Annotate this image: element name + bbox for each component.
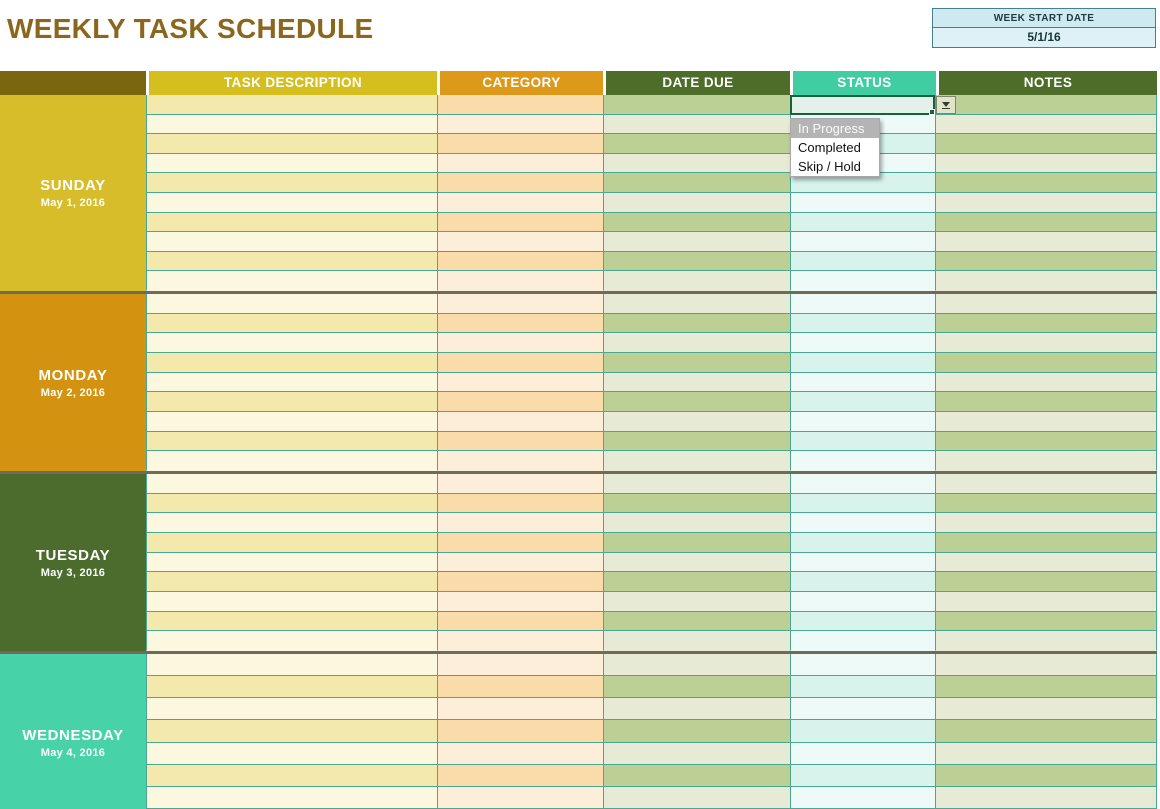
- column-header-date-due[interactable]: DATE DUE: [606, 71, 790, 95]
- table-row: [146, 193, 1157, 213]
- table-row: [146, 698, 1157, 720]
- table-row: [146, 115, 1157, 135]
- cell-task-description[interactable]: [146, 193, 437, 213]
- cell-status[interactable]: [790, 743, 935, 765]
- table-row: [146, 412, 1157, 432]
- table-row: [146, 232, 1157, 252]
- cell-notes[interactable]: [935, 294, 1157, 314]
- cell-category[interactable]: [437, 373, 603, 393]
- week-start-date-value[interactable]: 5/1/16: [933, 28, 1155, 47]
- day-rows: [146, 474, 1157, 651]
- table-row: [146, 592, 1157, 612]
- cell-category[interactable]: [437, 134, 603, 154]
- cell-notes[interactable]: [935, 631, 1157, 651]
- cell-date-due[interactable]: [603, 134, 790, 154]
- day-rows: [146, 654, 1157, 809]
- cell-notes[interactable]: [935, 494, 1157, 514]
- day-column-header-cell[interactable]: [0, 71, 146, 95]
- filter-dropdown-arrow-icon: [942, 102, 950, 107]
- cell-date-due[interactable]: [603, 698, 790, 720]
- cell-date-due[interactable]: [603, 612, 790, 632]
- cell-task-description[interactable]: [146, 654, 437, 676]
- cell-category[interactable]: [437, 213, 603, 233]
- day-date: May 3, 2016: [40, 566, 106, 579]
- cell-notes[interactable]: [935, 787, 1157, 809]
- status-dropdown-menu: [790, 118, 880, 177]
- cell-notes[interactable]: [935, 314, 1157, 334]
- cell-notes[interactable]: [935, 271, 1157, 291]
- table-row: [146, 765, 1157, 787]
- day-date: May 2, 2016: [40, 386, 106, 399]
- table-row: [146, 631, 1157, 651]
- cell-task-description[interactable]: [146, 314, 437, 334]
- cell-notes[interactable]: [935, 95, 1157, 115]
- day-name: TUESDAY: [35, 546, 111, 564]
- day-name: SUNDAY: [40, 177, 106, 194]
- table-row: [146, 494, 1157, 514]
- cell-notes[interactable]: [935, 154, 1157, 174]
- cell-date-due[interactable]: [603, 213, 790, 233]
- cell-notes[interactable]: [935, 572, 1157, 592]
- cell-task-description[interactable]: [146, 392, 437, 412]
- cell-date-due[interactable]: [603, 513, 790, 533]
- cell-category[interactable]: [437, 698, 603, 720]
- cell-category[interactable]: [437, 474, 603, 494]
- cell-category[interactable]: [437, 743, 603, 765]
- day-section-tuesday: [0, 471, 1157, 651]
- filter-dropdown-arrow-icon: [942, 108, 950, 109]
- table-row: [146, 353, 1157, 373]
- cell-notes[interactable]: [935, 412, 1157, 432]
- cell-task-description[interactable]: [146, 743, 437, 765]
- cell-notes[interactable]: [935, 451, 1157, 471]
- table-row: [146, 373, 1157, 393]
- dropdown-option-completed[interactable]: Completed: [798, 140, 861, 155]
- table-row: [146, 252, 1157, 272]
- table-row: [146, 173, 1157, 193]
- day-rows: [146, 95, 1157, 291]
- cell-task-description[interactable]: [146, 154, 437, 174]
- cell-category[interactable]: [437, 787, 603, 809]
- cell-task-description[interactable]: [146, 698, 437, 720]
- cell-category[interactable]: [437, 720, 603, 742]
- week-start-date-box: [932, 8, 1156, 48]
- cell-task-description[interactable]: [146, 474, 437, 494]
- cell-status[interactable]: [790, 314, 935, 334]
- cell-status[interactable]: [790, 451, 935, 471]
- cell-date-due[interactable]: [603, 115, 790, 135]
- cell-status[interactable]: [790, 333, 935, 353]
- cell-task-description[interactable]: [146, 572, 437, 592]
- cell-task-description[interactable]: [146, 676, 437, 698]
- cell-notes[interactable]: [935, 513, 1157, 533]
- cell-category[interactable]: [437, 765, 603, 787]
- cell-status[interactable]: [790, 720, 935, 742]
- cell-notes[interactable]: [935, 373, 1157, 393]
- day-label-tuesday[interactable]: [0, 474, 146, 651]
- page-title: WEEKLY TASK SCHEDULE: [7, 13, 374, 44]
- table-body: [0, 95, 1157, 809]
- week-start-date-label: WEEK START DATE: [933, 9, 1155, 28]
- cell-date-due[interactable]: [603, 765, 790, 787]
- cell-date-due[interactable]: [603, 451, 790, 471]
- cell-date-due[interactable]: [603, 533, 790, 553]
- cell-notes[interactable]: [935, 553, 1157, 573]
- cell-status[interactable]: [790, 553, 935, 573]
- cell-notes[interactable]: [935, 252, 1157, 272]
- cell-notes[interactable]: [935, 173, 1157, 193]
- table-row: [146, 654, 1157, 676]
- cell-category[interactable]: [437, 314, 603, 334]
- cell-category[interactable]: [437, 392, 603, 412]
- cell-date-due[interactable]: [603, 252, 790, 272]
- cell-date-due[interactable]: [603, 494, 790, 514]
- dropdown-option-skip-hold[interactable]: Skip / Hold: [798, 159, 861, 174]
- cell-category[interactable]: [437, 271, 603, 291]
- day-label-wednesday[interactable]: [0, 654, 146, 809]
- cell-task-description[interactable]: [146, 451, 437, 471]
- cell-task-description[interactable]: [146, 213, 437, 233]
- cell-status[interactable]: [790, 612, 935, 632]
- cell-notes[interactable]: [935, 193, 1157, 213]
- cell-notes[interactable]: [935, 432, 1157, 452]
- cell-status[interactable]: [790, 392, 935, 412]
- cell-status[interactable]: [790, 676, 935, 698]
- cell-notes[interactable]: [935, 232, 1157, 252]
- cell-status[interactable]: [790, 698, 935, 720]
- cell-task-description[interactable]: [146, 353, 437, 373]
- table-row: [146, 95, 1157, 115]
- cell-category[interactable]: [437, 432, 603, 452]
- cell-date-due[interactable]: [603, 271, 790, 291]
- cell-notes[interactable]: [935, 743, 1157, 765]
- cell-category[interactable]: [437, 173, 603, 193]
- day-section-sunday: [0, 95, 1157, 291]
- cell-task-description[interactable]: [146, 533, 437, 553]
- cell-status[interactable]: [790, 213, 935, 233]
- cell-status[interactable]: [790, 654, 935, 676]
- cell-status[interactable]: [790, 765, 935, 787]
- table-row: [146, 314, 1157, 334]
- cell-status[interactable]: [790, 572, 935, 592]
- cell-category[interactable]: [437, 412, 603, 432]
- cell-task-description[interactable]: [146, 173, 437, 193]
- cell-date-due[interactable]: [603, 787, 790, 809]
- day-section-wednesday: [0, 651, 1157, 809]
- cell-status[interactable]: [790, 592, 935, 612]
- day-rows: [146, 294, 1157, 471]
- status-dropdown-button[interactable]: [936, 96, 956, 114]
- cell-status[interactable]: [790, 193, 935, 213]
- cell-date-due[interactable]: [603, 392, 790, 412]
- table-row: [146, 612, 1157, 632]
- cell-date-due[interactable]: [603, 720, 790, 742]
- dropdown-option-in-progress[interactable]: In Progress: [791, 119, 879, 138]
- cell-date-due[interactable]: [603, 314, 790, 334]
- cell-date-due[interactable]: [603, 193, 790, 213]
- cell-task-description[interactable]: [146, 373, 437, 393]
- cell-notes[interactable]: [935, 213, 1157, 233]
- column-header-status[interactable]: STATUS: [793, 71, 936, 95]
- table-row: [146, 513, 1157, 533]
- cell-task-description[interactable]: [146, 232, 437, 252]
- column-header-category[interactable]: CATEGORY: [440, 71, 603, 95]
- cell-notes[interactable]: [935, 474, 1157, 494]
- selected-status-cell[interactable]: [790, 95, 935, 115]
- cell-category[interactable]: [437, 193, 603, 213]
- table-row: [146, 333, 1157, 353]
- table-row: [146, 432, 1157, 452]
- cell-notes[interactable]: [935, 533, 1157, 553]
- cell-task-description[interactable]: [146, 612, 437, 632]
- cell-category[interactable]: [437, 676, 603, 698]
- cell-date-due[interactable]: [603, 654, 790, 676]
- cell-category[interactable]: [437, 154, 603, 174]
- table-row: [146, 474, 1157, 494]
- cell-task-description[interactable]: [146, 115, 437, 135]
- table-row: [146, 572, 1157, 592]
- table-row: [146, 392, 1157, 412]
- cell-date-due[interactable]: [603, 353, 790, 373]
- cell-date-due[interactable]: [603, 173, 790, 193]
- cell-task-description[interactable]: [146, 294, 437, 314]
- cell-category[interactable]: [437, 252, 603, 272]
- day-date: May 1, 2016: [40, 197, 106, 209]
- cell-category[interactable]: [437, 572, 603, 592]
- cell-notes[interactable]: [935, 333, 1157, 353]
- cell-task-description[interactable]: [146, 553, 437, 573]
- cell-task-description[interactable]: [146, 631, 437, 651]
- cell-category[interactable]: [437, 631, 603, 651]
- day-date: May 4, 2016: [40, 746, 106, 759]
- table-row: [146, 294, 1157, 314]
- cell-task-description[interactable]: [146, 412, 437, 432]
- cell-task-description[interactable]: [146, 592, 437, 612]
- cell-notes[interactable]: [935, 592, 1157, 612]
- cell-notes[interactable]: [935, 392, 1157, 412]
- cell-status[interactable]: [790, 494, 935, 514]
- table-row: [146, 451, 1157, 471]
- cell-task-description[interactable]: [146, 271, 437, 291]
- schedule-table: [0, 71, 1157, 809]
- day-label-monday[interactable]: [0, 294, 146, 471]
- cell-task-description[interactable]: [146, 95, 437, 115]
- cell-status[interactable]: [790, 373, 935, 393]
- day-name: MONDAY: [38, 366, 108, 384]
- table-row: [146, 676, 1157, 698]
- table-row: [146, 787, 1157, 809]
- cell-date-due[interactable]: [603, 572, 790, 592]
- cell-notes[interactable]: [935, 720, 1157, 742]
- cell-category[interactable]: [437, 654, 603, 676]
- cell-status[interactable]: [790, 294, 935, 314]
- cell-category[interactable]: [437, 294, 603, 314]
- cell-status[interactable]: [790, 353, 935, 373]
- cell-date-due[interactable]: [603, 154, 790, 174]
- cell-notes[interactable]: [935, 353, 1157, 373]
- cell-category[interactable]: [437, 553, 603, 573]
- cell-status[interactable]: [790, 252, 935, 272]
- cell-date-due[interactable]: [603, 333, 790, 353]
- cell-date-due[interactable]: [603, 676, 790, 698]
- cell-task-description[interactable]: [146, 765, 437, 787]
- cell-date-due[interactable]: [603, 412, 790, 432]
- cell-notes[interactable]: [935, 115, 1157, 135]
- cell-notes[interactable]: [935, 134, 1157, 154]
- cell-status[interactable]: [790, 787, 935, 809]
- table-row: [146, 720, 1157, 742]
- cell-date-due[interactable]: [603, 592, 790, 612]
- cell-notes[interactable]: [935, 654, 1157, 676]
- column-header-notes[interactable]: NOTES: [939, 71, 1157, 95]
- cell-status[interactable]: [790, 232, 935, 252]
- cell-task-description[interactable]: [146, 333, 437, 353]
- table-row: [146, 553, 1157, 573]
- cell-date-due[interactable]: [603, 232, 790, 252]
- table-row: [146, 213, 1157, 233]
- cell-category[interactable]: [437, 533, 603, 553]
- cell-category[interactable]: [437, 513, 603, 533]
- cell-date-due[interactable]: [603, 95, 790, 115]
- table-header-row: [0, 71, 1157, 95]
- cell-date-due[interactable]: [603, 474, 790, 494]
- cell-status[interactable]: [790, 271, 935, 291]
- cell-status[interactable]: [790, 533, 935, 553]
- cell-status[interactable]: [790, 412, 935, 432]
- cell-task-description[interactable]: [146, 494, 437, 514]
- cell-notes[interactable]: [935, 676, 1157, 698]
- cell-category[interactable]: [437, 232, 603, 252]
- day-name: WEDNESDAY: [22, 726, 124, 744]
- cell-status[interactable]: [790, 474, 935, 494]
- cell-category[interactable]: [437, 115, 603, 135]
- cell-task-description[interactable]: [146, 787, 437, 809]
- cell-notes[interactable]: [935, 698, 1157, 720]
- table-row: [146, 743, 1157, 765]
- cell-category[interactable]: [437, 612, 603, 632]
- cell-date-due[interactable]: [603, 373, 790, 393]
- cell-category[interactable]: [437, 451, 603, 471]
- cell-task-description[interactable]: [146, 252, 437, 272]
- cell-task-description[interactable]: [146, 720, 437, 742]
- table-row: [146, 134, 1157, 154]
- cell-task-description[interactable]: [146, 513, 437, 533]
- cell-task-description[interactable]: [146, 134, 437, 154]
- table-row: [146, 271, 1157, 291]
- column-header-task-description[interactable]: TASK DESCRIPTION: [149, 71, 437, 95]
- cell-date-due[interactable]: [603, 432, 790, 452]
- cell-category[interactable]: [437, 494, 603, 514]
- cell-status[interactable]: [790, 513, 935, 533]
- cell-category[interactable]: [437, 95, 603, 115]
- day-section-monday: [0, 291, 1157, 471]
- cell-date-due[interactable]: [603, 553, 790, 573]
- cell-date-due[interactable]: [603, 743, 790, 765]
- cell-date-due[interactable]: [603, 631, 790, 651]
- table-row: [146, 154, 1157, 174]
- cell-category[interactable]: [437, 353, 603, 373]
- table-row: [146, 533, 1157, 553]
- cell-task-description[interactable]: [146, 432, 437, 452]
- cell-notes[interactable]: [935, 765, 1157, 787]
- cell-date-due[interactable]: [603, 294, 790, 314]
- cell-category[interactable]: [437, 333, 603, 353]
- cell-notes[interactable]: [935, 612, 1157, 632]
- cell-status[interactable]: [790, 631, 935, 651]
- cell-category[interactable]: [437, 592, 603, 612]
- cell-status[interactable]: [790, 432, 935, 452]
- day-label-sunday[interactable]: [0, 95, 146, 291]
